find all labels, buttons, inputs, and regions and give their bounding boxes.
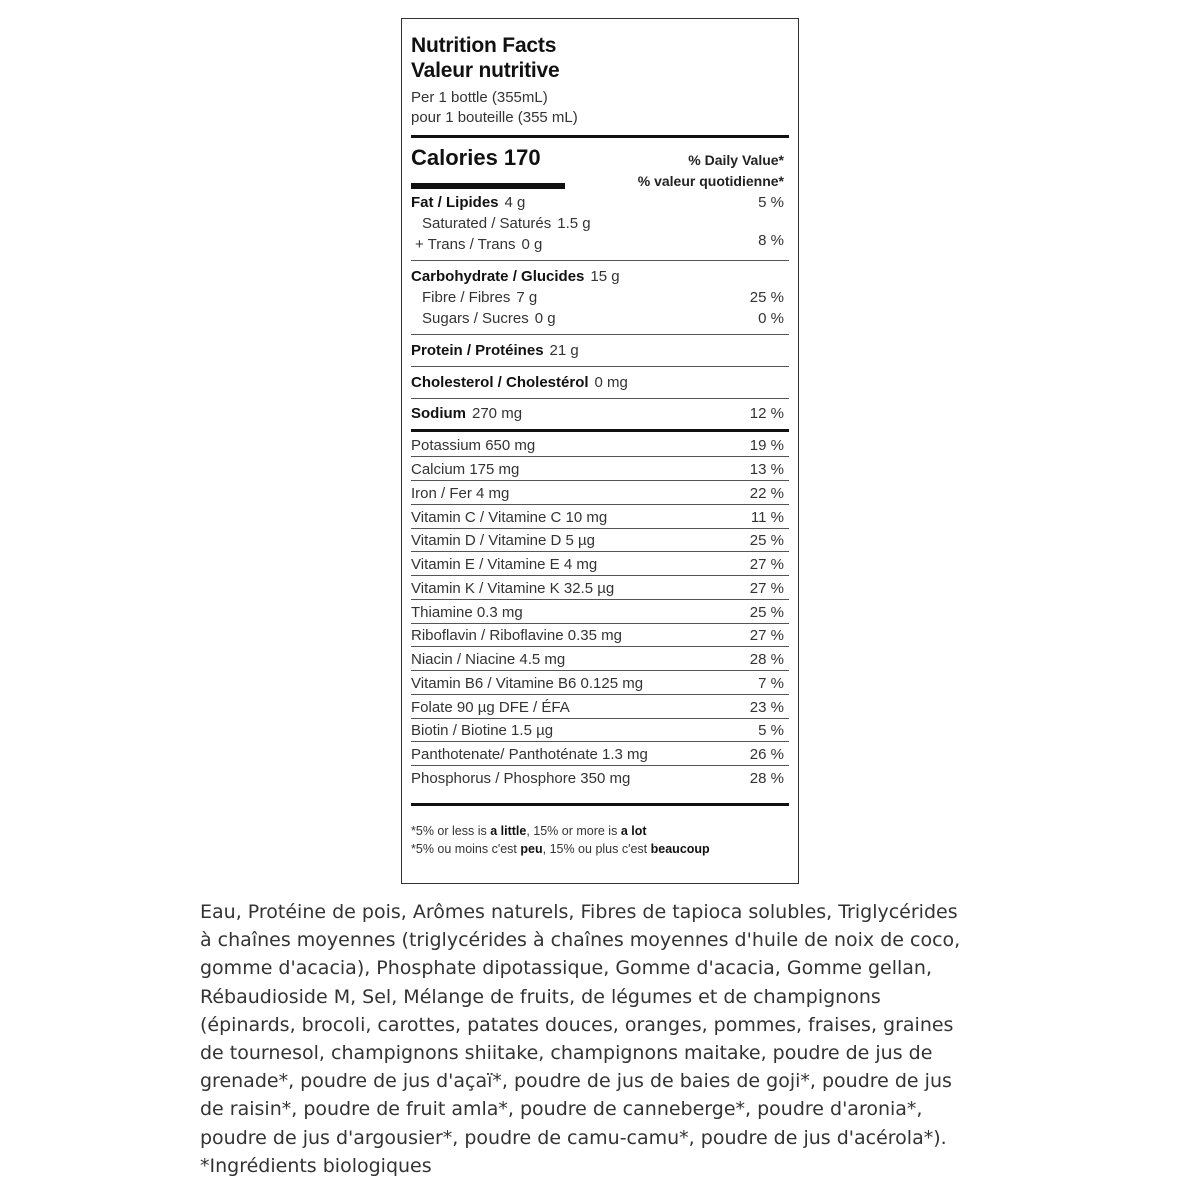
micro-divider	[411, 456, 789, 457]
rule-thick-sodium	[411, 429, 789, 432]
micro-name: Iron / Fer 4 mg	[411, 485, 510, 502]
micro-pct: 26 %	[749, 746, 784, 763]
divider-carb	[411, 334, 789, 335]
protein-value: 21 g	[549, 342, 579, 359]
micro-row	[411, 461, 789, 478]
trans-value: 0 g	[521, 236, 543, 253]
divider-cholesterol	[411, 398, 789, 399]
footnote-en-d: a lot	[620, 824, 647, 838]
fat-name: Fat / Lipides	[411, 194, 499, 211]
sodium-pct: 12 %	[749, 405, 784, 422]
ingredients-line: de tournesol, champignons shiitake, champignons maitake, poudre de jus de	[200, 1042, 933, 1065]
serving-size-en: Per 1 bottle (355mL)	[411, 89, 548, 106]
serving-size-fr: pour 1 bouteille (355 mL)	[411, 109, 578, 126]
saturated-value: 1.5 g	[557, 215, 591, 232]
ingredients-line: grenade*, poudre de jus d'açaï*, poudre de jus de baies de goji*, poudre de jus	[200, 1070, 952, 1093]
micro-divider	[411, 694, 789, 695]
micro-name: Biotin / Biotine 1.5 µg	[411, 722, 554, 739]
ingredients-line: Eau, Protéine de pois, Arômes naturels, Fibres de tapioca solubles, Triglycérides	[200, 901, 958, 923]
row-sodium	[411, 405, 789, 422]
footnote-fr-a: *5% ou moins c'est	[411, 842, 521, 856]
carb-name: Carbohydrate / Glucides	[411, 268, 585, 285]
ingredients-line: gomme d'acacia), Phosphate dipotassique, Gomme d'acacia, Gomme gellan,	[200, 957, 933, 980]
micro-pct: 27 %	[749, 627, 784, 644]
protein-name: Protein / Protéines	[411, 342, 544, 359]
micro-name: Phosphorus / Phosphore 350 mg	[411, 770, 631, 787]
micro-divider	[411, 551, 789, 552]
row-protein	[411, 342, 789, 359]
footnote-en	[411, 824, 647, 838]
rule-thick-top	[411, 135, 789, 138]
ingredients-line: (épinards, brocoli, carottes, patates douces, oranges, pommes, fraises, graines	[200, 1013, 954, 1036]
micro-divider	[411, 575, 789, 576]
micro-name: Potassium 650 mg	[411, 437, 536, 454]
micro-divider	[411, 646, 789, 647]
ingredients-line: Rébaudioside M, Sel, Mélange de fruits, de légumes et de champignons	[200, 985, 881, 1008]
micro-row	[411, 746, 789, 763]
sugars-value: 0 g	[534, 310, 556, 327]
fibre-value: 7 g	[516, 289, 538, 306]
footnote-fr	[411, 842, 710, 856]
daily-value-header-fr: % valeur quotidienne*	[637, 173, 784, 189]
micro-row	[411, 699, 789, 716]
cholesterol-name: Cholesterol / Cholestérol	[411, 374, 589, 391]
micro-pct: 23 %	[749, 699, 784, 716]
row-trans	[415, 236, 789, 253]
micro-divider	[411, 718, 789, 719]
micro-name: Vitamin E / Vitamine E 4 mg	[411, 556, 598, 573]
micro-divider	[411, 599, 789, 600]
micro-row	[411, 556, 789, 573]
ingredients-list	[200, 898, 1020, 1180]
row-fibre	[422, 289, 789, 306]
micro-pct: 22 %	[749, 485, 784, 502]
calories-bar	[411, 183, 565, 189]
micro-row	[411, 675, 789, 692]
footnote-fr-c: , 15% ou plus c'est	[542, 842, 651, 856]
micro-row	[411, 627, 789, 644]
title-en: Nutrition Facts	[411, 34, 557, 57]
micro-divider	[411, 480, 789, 481]
micro-pct: 28 %	[749, 770, 784, 787]
micro-name: Vitamin D / Vitamine D 5 µg	[411, 532, 595, 549]
micro-pct: 28 %	[749, 651, 784, 668]
micro-pct: 7 %	[758, 675, 784, 692]
micro-row	[411, 509, 789, 526]
micro-name: Niacin / Niacine 4.5 mg	[411, 651, 566, 668]
fibre-pct: 25 %	[749, 289, 784, 306]
micro-name: Vitamin C / Vitamine C 10 mg	[411, 509, 608, 526]
carb-value: 15 g	[590, 268, 620, 285]
micro-pct: 5 %	[758, 722, 784, 739]
title-fr: Valeur nutritive	[411, 59, 560, 82]
micro-name: Calcium 175 mg	[411, 461, 520, 478]
micro-name: Folate 90 µg DFE / ÉFA	[411, 699, 570, 716]
micro-name: Panthotenate/ Panthoténate 1.3 mg	[411, 746, 648, 763]
row-carbohydrate	[411, 268, 789, 285]
micro-pct: 27 %	[749, 580, 784, 597]
rule-thick-bottom	[411, 803, 789, 806]
micro-pct: 25 %	[749, 532, 784, 549]
trans-name: + Trans / Trans	[415, 236, 516, 253]
micro-divider	[411, 741, 789, 742]
micro-row	[411, 722, 789, 739]
ingredients-line: à chaînes moyennes (triglycérides à chaînes moyennes d'huile de noix de coco,	[200, 929, 961, 952]
micro-pct: 13 %	[749, 461, 784, 478]
micro-pct: 11 %	[750, 509, 784, 526]
divider-fat	[411, 260, 789, 261]
sugars-pct: 0 %	[758, 310, 784, 327]
footnote-fr-b: peu	[520, 842, 543, 856]
ingredients-line: *Ingrédients biologiques	[200, 1154, 432, 1177]
footnote-en-b: a little	[490, 824, 527, 838]
divider-protein	[411, 366, 789, 367]
saturated-name: Saturated / Saturés	[422, 215, 552, 232]
daily-value-header-en: % Daily Value*	[688, 152, 784, 168]
micro-divider	[411, 623, 789, 624]
row-saturated	[422, 215, 789, 232]
sodium-value: 270 mg	[472, 405, 523, 422]
ingredients-line: de raisin*, poudre de fruit amla*, poudre de canneberge*, poudre d'aronia*,	[200, 1098, 923, 1121]
sat-trans-pct: 8 %	[758, 232, 784, 249]
micro-name: Vitamin B6 / Vitamine B6 0.125 mg	[411, 675, 644, 692]
calories: Calories 170	[411, 145, 541, 170]
micro-name: Riboflavin / Riboflavine 0.35 mg	[411, 627, 622, 644]
fibre-name: Fibre / Fibres	[422, 289, 511, 306]
row-cholesterol	[411, 374, 789, 391]
fat-pct: 5 %	[758, 194, 784, 211]
micro-divider	[411, 670, 789, 671]
footnote-en-a: *5% or less is	[411, 824, 491, 838]
micro-row	[411, 604, 789, 621]
micro-row	[411, 770, 789, 787]
micro-pct: 27 %	[749, 556, 784, 573]
micro-name: Vitamin K / Vitamine K 32.5 µg	[411, 580, 615, 597]
nutrition-facts-label	[401, 18, 799, 884]
ingredients-line: poudre de jus d'argousier*, poudre de camu-camu*, poudre de jus d'acérola*).	[200, 1126, 947, 1149]
micro-row	[411, 485, 789, 502]
micro-divider	[411, 765, 789, 766]
micro-row	[411, 651, 789, 668]
micro-divider	[411, 504, 789, 505]
sugars-name: Sugars / Sucres	[422, 310, 529, 327]
micro-divider	[411, 528, 789, 529]
cholesterol-value: 0 mg	[594, 374, 628, 391]
footnote-en-c: , 15% or more is	[526, 824, 621, 838]
sodium-name: Sodium	[411, 405, 466, 422]
micro-row	[411, 532, 789, 549]
micro-row	[411, 580, 789, 597]
micro-pct: 25 %	[749, 604, 784, 621]
row-sugars	[422, 310, 789, 327]
row-fat	[411, 194, 789, 211]
footnote-fr-d: beaucoup	[650, 842, 710, 856]
micro-row	[411, 437, 789, 454]
micro-name: Thiamine 0.3 mg	[411, 604, 523, 621]
micro-pct: 19 %	[749, 437, 784, 454]
fat-value: 4 g	[504, 194, 526, 211]
